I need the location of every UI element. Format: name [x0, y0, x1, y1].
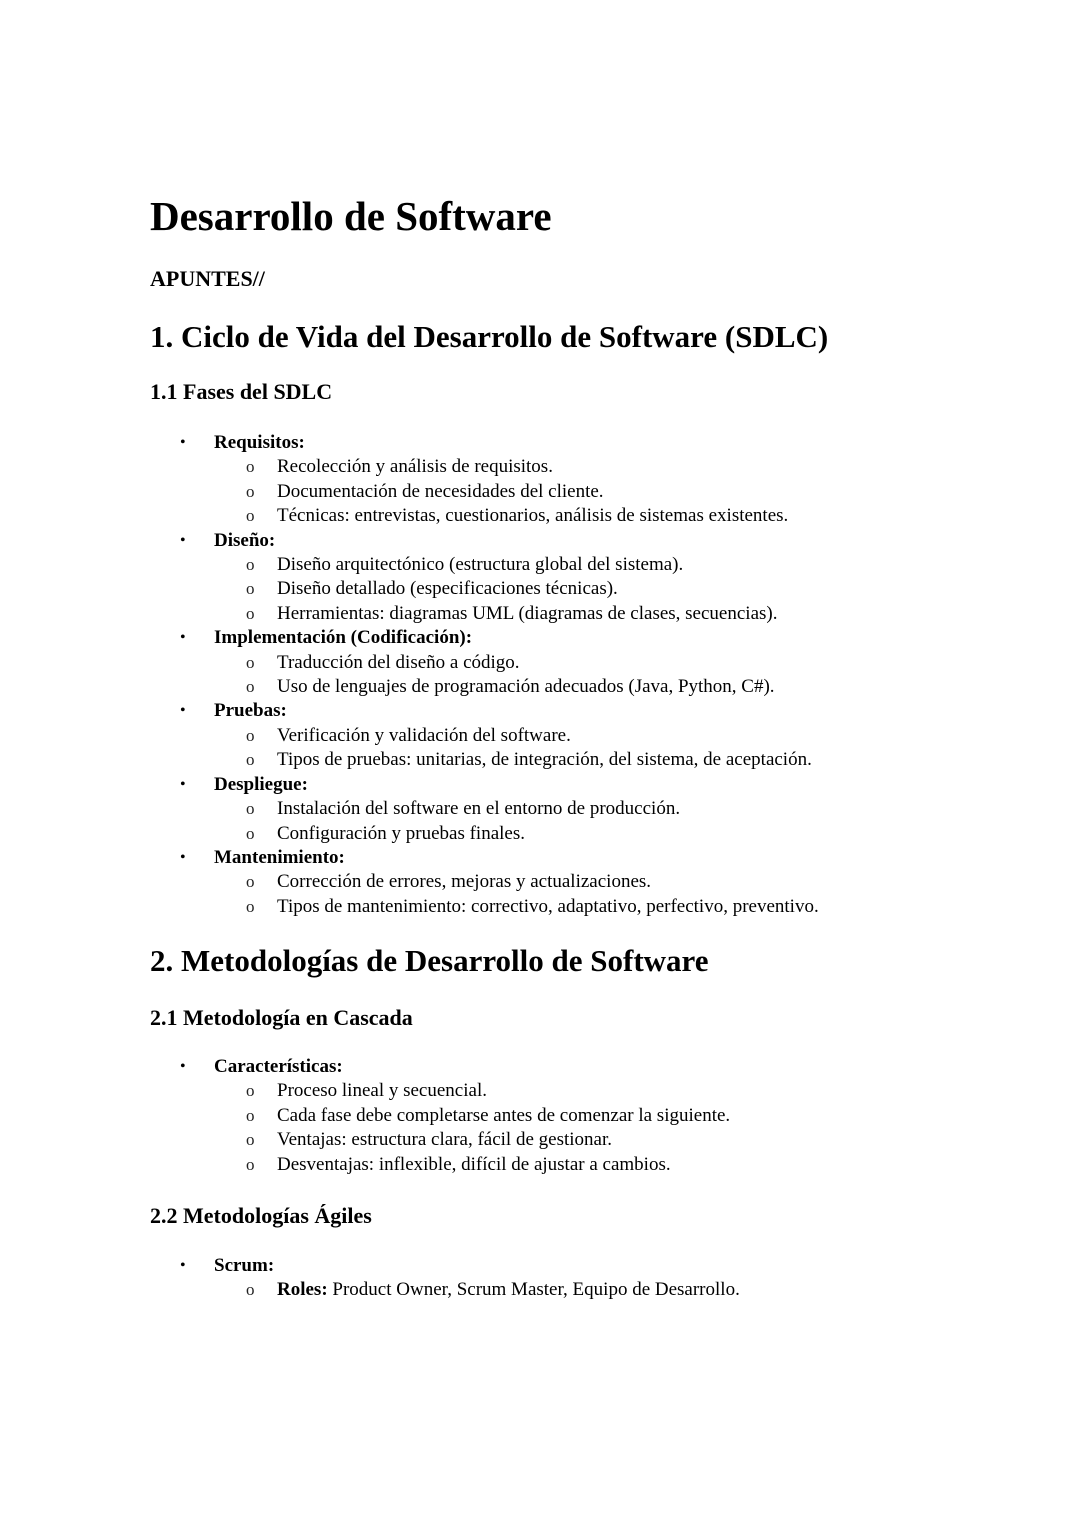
section-2-2-heading: 2.2 Metodologías Ágiles [150, 1203, 372, 1228]
sub-list-item [150, 1153, 730, 1177]
sub-list-item [150, 895, 819, 919]
circle-bullet-icon: o [246, 725, 255, 745]
circle-bullet-icon: o [246, 1280, 255, 1300]
list-item-label: Diseño: [214, 529, 276, 551]
sub-list-item-text: Herramientas: diagramas UML (diagramas de clases, secuencias). [277, 602, 778, 624]
agile-list [150, 1254, 740, 1303]
sub-list-item-text: Tipos de pruebas: unitarias, de integración, del sistema, de aceptación. [277, 749, 812, 771]
list-item [150, 773, 819, 797]
circle-bullet-icon: o [246, 481, 255, 501]
circle-bullet-icon: o [246, 555, 255, 575]
circle-bullet-icon: o [246, 652, 255, 672]
sub-list-item-text: Diseño detallado (especificaciones técnicas). [277, 578, 618, 600]
bullet-icon: • [180, 1257, 186, 1274]
circle-bullet-icon: o [246, 872, 255, 892]
list-item [150, 431, 819, 455]
sub-list-item [150, 797, 819, 821]
sub-list-item [150, 504, 819, 528]
sub-list-item [150, 602, 819, 626]
sub-list-item-text: Corrección de errores, mejoras y actualizaciones. [277, 871, 652, 893]
sub-list-item [150, 675, 819, 699]
sub-list-item [150, 480, 819, 504]
sub-list-item-text: Tipos de mantenimiento: correctivo, adaptativo, perfectivo, preventivo. [277, 895, 819, 917]
list-item [150, 846, 819, 870]
circle-bullet-icon: o [246, 603, 255, 623]
circle-bullet-icon: o [246, 896, 255, 916]
bullet-icon: • [180, 434, 186, 451]
circle-bullet-icon: o [246, 1130, 255, 1150]
sub-list-item [150, 651, 819, 675]
sub-list-item [150, 870, 819, 894]
sub-list-item [150, 1104, 730, 1128]
sub-list-item [150, 1128, 730, 1152]
circle-bullet-icon: o [246, 457, 255, 477]
sub-list-item-text: Documentación de necesidades del cliente. [277, 480, 604, 502]
sub-list-item-text: Cada fase debe completarse antes de comenzar la siguiente. [277, 1104, 731, 1126]
sub-list-item-text: Ventajas: estructura clara, fácil de gestionar. [277, 1129, 612, 1151]
sub-list-item-text: Recolección y análisis de requisitos. [277, 456, 553, 478]
list-item-label: Implementación (Codificación): [214, 627, 473, 649]
sub-list-item-text: Uso de lenguajes de programación adecuados (Java, Python, C#). [277, 676, 775, 698]
document-subtitle: APUNTES// [150, 266, 265, 291]
circle-bullet-icon: o [246, 1105, 255, 1125]
sub-list-item-text: Proceso lineal y secuencial. [277, 1080, 487, 1102]
sub-list-item-text: Desventajas: inflexible, difícil de ajustar a cambios. [277, 1153, 671, 1175]
bullet-icon: • [180, 629, 186, 647]
sub-list-item-text: Verificación y validación del software. [277, 724, 571, 746]
sub-list-item [150, 577, 819, 601]
bullet-icon: • [180, 1058, 186, 1075]
sub-list-item-text: Instalación del software en el entorno de producción. [277, 798, 681, 820]
document-title: Desarrollo de Software [150, 193, 552, 239]
circle-bullet-icon: o [246, 677, 255, 697]
list-item-label: Requisitos: [214, 432, 305, 453]
list-item [150, 1055, 730, 1079]
list-item-label: Pruebas: [214, 700, 287, 722]
list-item-label: Scrum: [214, 1255, 275, 1276]
circle-bullet-icon: o [246, 579, 255, 599]
list-item-label: Características: [214, 1056, 343, 1077]
list-item-label: Mantenimiento: [214, 846, 345, 868]
list-item [150, 529, 819, 553]
sub-list-item [150, 1278, 740, 1302]
list-item [150, 1254, 740, 1278]
bullet-icon: • [180, 848, 186, 866]
section-2-heading: 2. Metodologías de Desarrollo de Software [150, 943, 709, 978]
sub-list-item-text: Configuración y pruebas finales. [277, 822, 525, 844]
sub-list-item-label: Roles: [277, 1279, 328, 1301]
sub-list-item [150, 455, 819, 479]
bullet-icon: • [180, 775, 186, 793]
sub-list-item-text: Traducción del diseño a código. [277, 651, 520, 673]
section-1-1-heading: 1.1 Fases del SDLC [150, 379, 333, 404]
sdlc-phases-list [150, 431, 819, 919]
sub-list-item [150, 724, 819, 748]
list-item [150, 626, 819, 650]
circle-bullet-icon: o [246, 506, 255, 526]
circle-bullet-icon: o [246, 1081, 255, 1101]
bullet-icon: • [180, 531, 186, 549]
sub-list-item [150, 748, 819, 772]
circle-bullet-icon: o [246, 1154, 255, 1174]
sub-list-item [150, 822, 819, 846]
sub-list-item-text: Diseño arquitectónico (estructura global del sistema). [277, 554, 684, 576]
list-item [150, 699, 819, 723]
circle-bullet-icon: o [246, 799, 255, 819]
list-item-label: Despliegue: [214, 773, 308, 795]
sub-list-item-text: Técnicas: entrevistas, cuestionarios, análisis de sistemas existentes. [277, 505, 789, 527]
sub-list-item-text: Product Owner, Scrum Master, Equipo de Desarrollo. [327, 1279, 740, 1301]
bullet-icon: • [180, 702, 186, 720]
sub-list-item [150, 553, 819, 577]
sub-list-item [150, 1079, 730, 1103]
section-1-heading: 1. Ciclo de Vida del Desarrollo de Software (SDLC) [150, 319, 829, 354]
circle-bullet-icon: o [246, 750, 255, 770]
cascade-list [150, 1055, 730, 1177]
section-2-1-heading: 2.1 Metodología en Cascada [150, 1005, 413, 1030]
circle-bullet-icon: o [246, 823, 255, 843]
